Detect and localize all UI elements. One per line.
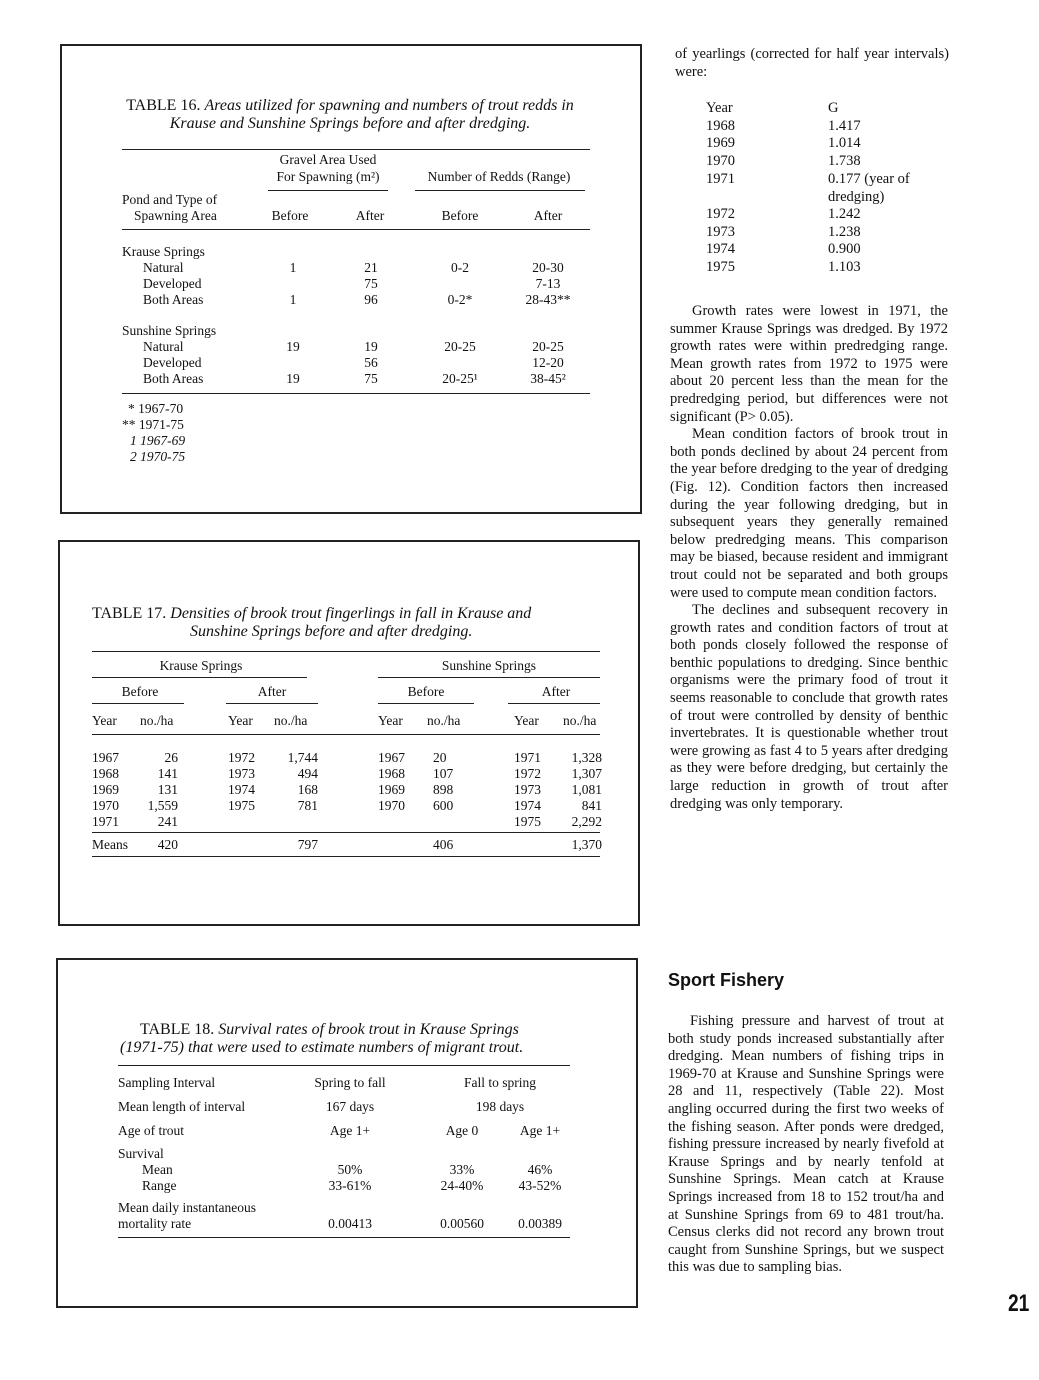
table-18-caption: Survival rates of brook trout in Krause Springs [218, 1021, 519, 1038]
table-17-col-header: Year [378, 713, 403, 728]
table-16-cell: 38-45² [530, 371, 566, 386]
page-number: 21 [1008, 1290, 1030, 1317]
table-17-cell: 1973 [228, 766, 255, 781]
table-16-col-header: After [355, 208, 385, 223]
table-17-cell: 494 [297, 766, 318, 781]
table-16-group-header: Gravel Area Used [279, 152, 377, 167]
table-17-cell: 781 [297, 798, 318, 813]
table-16-title [110, 97, 590, 133]
growth-year: 1975 [706, 259, 735, 275]
table-17-cell: 1,307 [571, 766, 602, 781]
table-17-cell: 1967 [92, 750, 119, 765]
growth-intro-text: of yearlings (corrected for half year intervals) were: [675, 46, 949, 80]
table-17-cell: 1972 [228, 750, 255, 765]
growth-year: 1972 [706, 206, 735, 222]
table-16-cell: 20-25 [444, 339, 476, 354]
table-18-cell: 50% [337, 1162, 363, 1177]
table-16-cell: 21 [364, 260, 378, 275]
paragraph: Mean condition factors of brook trout in both ponds declined by about 24 percent from the year before dredging to the year of dredging (Fig. 12). Condition factors then increased during the year following dredging, but in subsequent years they generally remained below predredging means. This comparison may be biased, because resident and immigrant trout could not be separated and both groups were used to compute mean condition factors. [670, 426, 948, 601]
growth-value: 1.014 [828, 135, 861, 151]
table-16-footnote: * 1967-70 [128, 401, 184, 416]
table-18-row-label: mortality rate [118, 1216, 192, 1231]
table-16-cell: 96 [364, 292, 378, 307]
table-17-mean: 420 [157, 837, 178, 852]
growth-value: 0.177 (year of dredging) [828, 171, 910, 205]
table-18-cell: 33% [449, 1162, 475, 1177]
growth-header-year: Year [706, 100, 733, 116]
table-17-col-header: Year [514, 713, 539, 728]
table-17-rule-site [92, 677, 307, 678]
table-17-rule-period [378, 703, 474, 704]
table-16-cell: 19 [364, 339, 378, 354]
table-18-row-label: Sampling Interval [118, 1075, 216, 1090]
table-16-cell: 75 [364, 371, 378, 386]
table-17-cell: 1968 [92, 766, 119, 781]
table-17-rule-top [92, 651, 600, 652]
section-heading-sport-fishery: Sport Fishery [668, 970, 785, 990]
table-18-cell: Age 0 [445, 1123, 479, 1138]
table-16-cell: 12-20 [532, 355, 564, 370]
table-16-cell: 0-2* [447, 292, 473, 307]
table-18-row-label: Survival [118, 1146, 164, 1161]
table-17-cell: 1971 [514, 750, 541, 765]
table-18-row-label: Mean [142, 1162, 173, 1177]
table-17-cell: 1972 [514, 766, 541, 781]
table-16-cell: 7-13 [535, 276, 561, 291]
growth-year: 1968 [706, 118, 735, 134]
table-16-footnote: 1 1967-69 [130, 433, 186, 448]
table-16-section: Sunshine Springs [122, 323, 217, 338]
table-17-cell: 1973 [514, 782, 541, 797]
table-16-row-label: Natural [143, 339, 184, 354]
table-16-col-header: Before [271, 208, 309, 223]
table-17-cell: 1,328 [571, 750, 602, 765]
table-17-period-header: Before [407, 684, 445, 699]
table-18-row-label: Mean daily instantaneous [118, 1200, 256, 1215]
table-16-rule-bottom [122, 393, 590, 394]
growth-header-g: G [828, 100, 839, 116]
table-16-cell: 56 [364, 355, 378, 370]
table-16-footnote: ** 1971-75 [122, 417, 184, 432]
table-16-stub-header: Spawning Area [134, 208, 217, 223]
table-17-cell: 141 [157, 766, 178, 781]
table-16-cell: 1 [289, 260, 297, 275]
growth-value: 1.417 [828, 118, 861, 134]
table-16-cell: 19 [286, 339, 300, 354]
table-17-cell: 600 [433, 798, 454, 813]
growth-year: 1971 [706, 171, 735, 187]
table-17-cell: 1970 [92, 798, 119, 813]
table-17-col-header: Year [92, 713, 117, 728]
table-17-cell: 1969 [378, 782, 405, 797]
table-16-row-label: Both Areas [143, 371, 204, 386]
table-17-cell: 20 [433, 750, 447, 765]
table-17-cell: 1967 [378, 750, 405, 765]
table-16-cell: 20-25¹ [442, 371, 478, 386]
table-16-row-label: Developed [143, 276, 202, 291]
table-18-title [120, 1021, 590, 1057]
table-17-mean: 1,370 [571, 837, 602, 852]
table-17-period-header: After [541, 684, 571, 699]
table-17-cell: 1,744 [287, 750, 318, 765]
table-17-cell: 898 [433, 782, 454, 797]
growth-value: 1.242 [828, 206, 861, 222]
table-16-rule-group [268, 190, 388, 191]
table-17-caption: Sunshine Springs before and after dredging. [190, 623, 473, 640]
table-17-cell: 26 [164, 750, 178, 765]
table-17-rule-bottom [92, 856, 600, 857]
table-17-rule-header [92, 734, 600, 735]
body-text [670, 303, 948, 813]
table-17-cell: 241 [157, 814, 178, 829]
table-18-cell: Age 1+ [519, 1123, 561, 1138]
table-17-rule-site [378, 677, 600, 678]
table-17-cell: 1970 [378, 798, 405, 813]
table-18-caption: (1971-75) that were used to estimate numbers of migrant trout. [120, 1039, 524, 1056]
growth-year: 1970 [706, 153, 735, 169]
table-17-site-header: Sunshine Springs [441, 658, 537, 673]
growth-value: 1.103 [828, 259, 861, 275]
table-17-cell: 1974 [228, 782, 255, 797]
growth-value: 0.900 [828, 241, 861, 257]
table-18-cell: 198 days [475, 1099, 525, 1114]
table-17-cell: 107 [433, 766, 454, 781]
table-17-mean: 406 [433, 837, 454, 852]
table-17-cell: 1969 [92, 782, 119, 797]
table-18-cell: 46% [527, 1162, 553, 1177]
table-16-row-label: Natural [143, 260, 184, 275]
growth-year: 1974 [706, 241, 735, 257]
table-17-col-header: no./ha [427, 713, 461, 728]
table-17-cell: 1971 [92, 814, 119, 829]
table-16-cell: 19 [286, 371, 300, 386]
table-16-group-header: Number of Redds (Range) [427, 169, 571, 184]
table-17-period-header: After [257, 684, 287, 699]
table-17-cell: 1975 [514, 814, 541, 829]
table-18-cell: 0.00413 [328, 1216, 372, 1231]
table-18-cell: Age 1+ [329, 1123, 371, 1138]
table-18-cell: Spring to fall [314, 1075, 386, 1090]
table-17-period-header: Before [121, 684, 159, 699]
table-16-cell: 20-30 [532, 260, 564, 275]
table-17-means-label: Means [92, 837, 128, 852]
table-17-rule-means [92, 832, 600, 833]
table-16-cell: 20-25 [532, 339, 564, 354]
table-17-cell: 2,292 [571, 814, 602, 829]
table-17-cell: 1968 [378, 766, 405, 781]
table-16-caption: Areas utilized for spawning and numbers of trout redds in Krause and Sunshine Springs before and after dredging. [169, 97, 574, 132]
table-17-mean: 797 [297, 837, 318, 852]
table-17-site-header: Krause Springs [159, 658, 243, 673]
table-16-cell: 0-2 [451, 260, 469, 275]
table-17-col-header: Year [228, 713, 253, 728]
table-16-label: TABLE 16. [126, 97, 201, 114]
table-16-rule-top [122, 149, 590, 150]
table-17-cell: 841 [581, 798, 602, 813]
table-16-row-label: Both Areas [143, 292, 204, 307]
table-17-cell: 1,559 [147, 798, 178, 813]
table-16-cell: 1 [289, 292, 297, 307]
table-17-col-header: no./ha [274, 713, 308, 728]
table-17-col-header: no./ha [563, 713, 597, 728]
paragraph: Growth rates were lowest in 1971, the summer Krause Springs was dredged. By 1972 growth rates were within predredging range. Mean growth rates from 1972 to 1975 were about 20 percent less than the mean for the predredging period, but differences were not significant (P> 0.05). [670, 303, 948, 425]
table-17-label: TABLE 17. [92, 605, 167, 622]
table-17-box [58, 540, 640, 926]
table-18-cell: 0.00560 [440, 1216, 484, 1231]
table-16-section: Krause Springs [122, 244, 205, 259]
table-16-stub-header: Pond and Type of [122, 192, 218, 207]
table-18-row-label: Mean length of interval [118, 1099, 246, 1114]
table-18-cell: Fall to spring [463, 1075, 536, 1090]
table-18-cell: 0.00389 [518, 1216, 562, 1231]
paragraph: The declines and subsequent recovery in growth rates and condition factors of trout at both ponds closely followed the response of benthic populations to dredging. Since benthic organisms were the primary food of trout it seems reasonable to conclude that growth rates of trout were controlled by density of benthic invertebrates. It is questionable whether trout were growing as fast 4 to 5 years after dredging as they were before dredging, but certainly the large reduction in growth of trout after dredging was only temporary. [670, 602, 948, 812]
table-18-rule-top [118, 1065, 570, 1066]
sport-fishery-text [668, 1013, 944, 1277]
table-17-cell: 1974 [514, 798, 541, 813]
table-17-caption: Densities of brook trout fingerlings in fall in Krause and [170, 605, 532, 622]
table-17-rule-period [226, 703, 318, 704]
table-17-cell: 1,081 [571, 782, 602, 797]
table-17-col-header: no./ha [140, 713, 174, 728]
table-17-title [92, 605, 592, 641]
table-18-row-label: Age of trout [118, 1123, 184, 1138]
table-16-group-header: For Spawning (m²) [276, 169, 380, 184]
table-16-row-label: Developed [143, 355, 202, 370]
growth-intro [675, 46, 949, 81]
table-18-cell: 24-40% [440, 1178, 484, 1193]
table-17-cell: 131 [157, 782, 178, 797]
table-16-cell: 75 [364, 276, 378, 291]
paragraph: Fishing pressure and harvest of trout at both study ponds increased substantially after dredging. Mean numbers of fishing trips in 1969-70 at Krause and Sunshine Springs were 28 and 11, respectively (Table 22). Most angling occurred during the first two weeks of the fishing season. After ponds were dredged, fishing pressure increased by nearly fivefold at Krause Springs and by nearly tenfold at Sunshine Springs. Mean catch at Krause Springs increased from 18 to 152 trout/ha and at Sunshine Springs from 69 to 481 trout/ha. Census clerks did not record any brown trout caught from Sunshine Springs, but we suspect this was due to sampling bias. [668, 1013, 944, 1276]
table-18-cell: 43-52% [518, 1178, 562, 1193]
growth-value: 1.738 [828, 153, 861, 169]
table-17-cell: 168 [297, 782, 318, 797]
growth-year: 1969 [706, 135, 735, 151]
table-18-label: TABLE 18. [140, 1021, 215, 1038]
growth-value: 1.238 [828, 224, 861, 240]
table-18-row-label: Range [142, 1178, 177, 1193]
table-16-col-header: After [533, 208, 563, 223]
table-16-rule-header [122, 229, 590, 230]
table-16-footnote: 2 1970-75 [130, 449, 186, 464]
table-18-cell: 33-61% [328, 1178, 372, 1193]
table-16-col-header: Before [441, 208, 479, 223]
table-16-rule-group [415, 190, 585, 191]
table-17-cell: 1975 [228, 798, 255, 813]
table-17-rule-period [92, 703, 184, 704]
table-17-rule-period [508, 703, 600, 704]
table-18-cell: 167 days [325, 1099, 375, 1114]
table-16-cell: 28-43** [525, 292, 571, 307]
growth-year: 1973 [706, 224, 735, 240]
table-18-rule-bottom [118, 1237, 570, 1238]
